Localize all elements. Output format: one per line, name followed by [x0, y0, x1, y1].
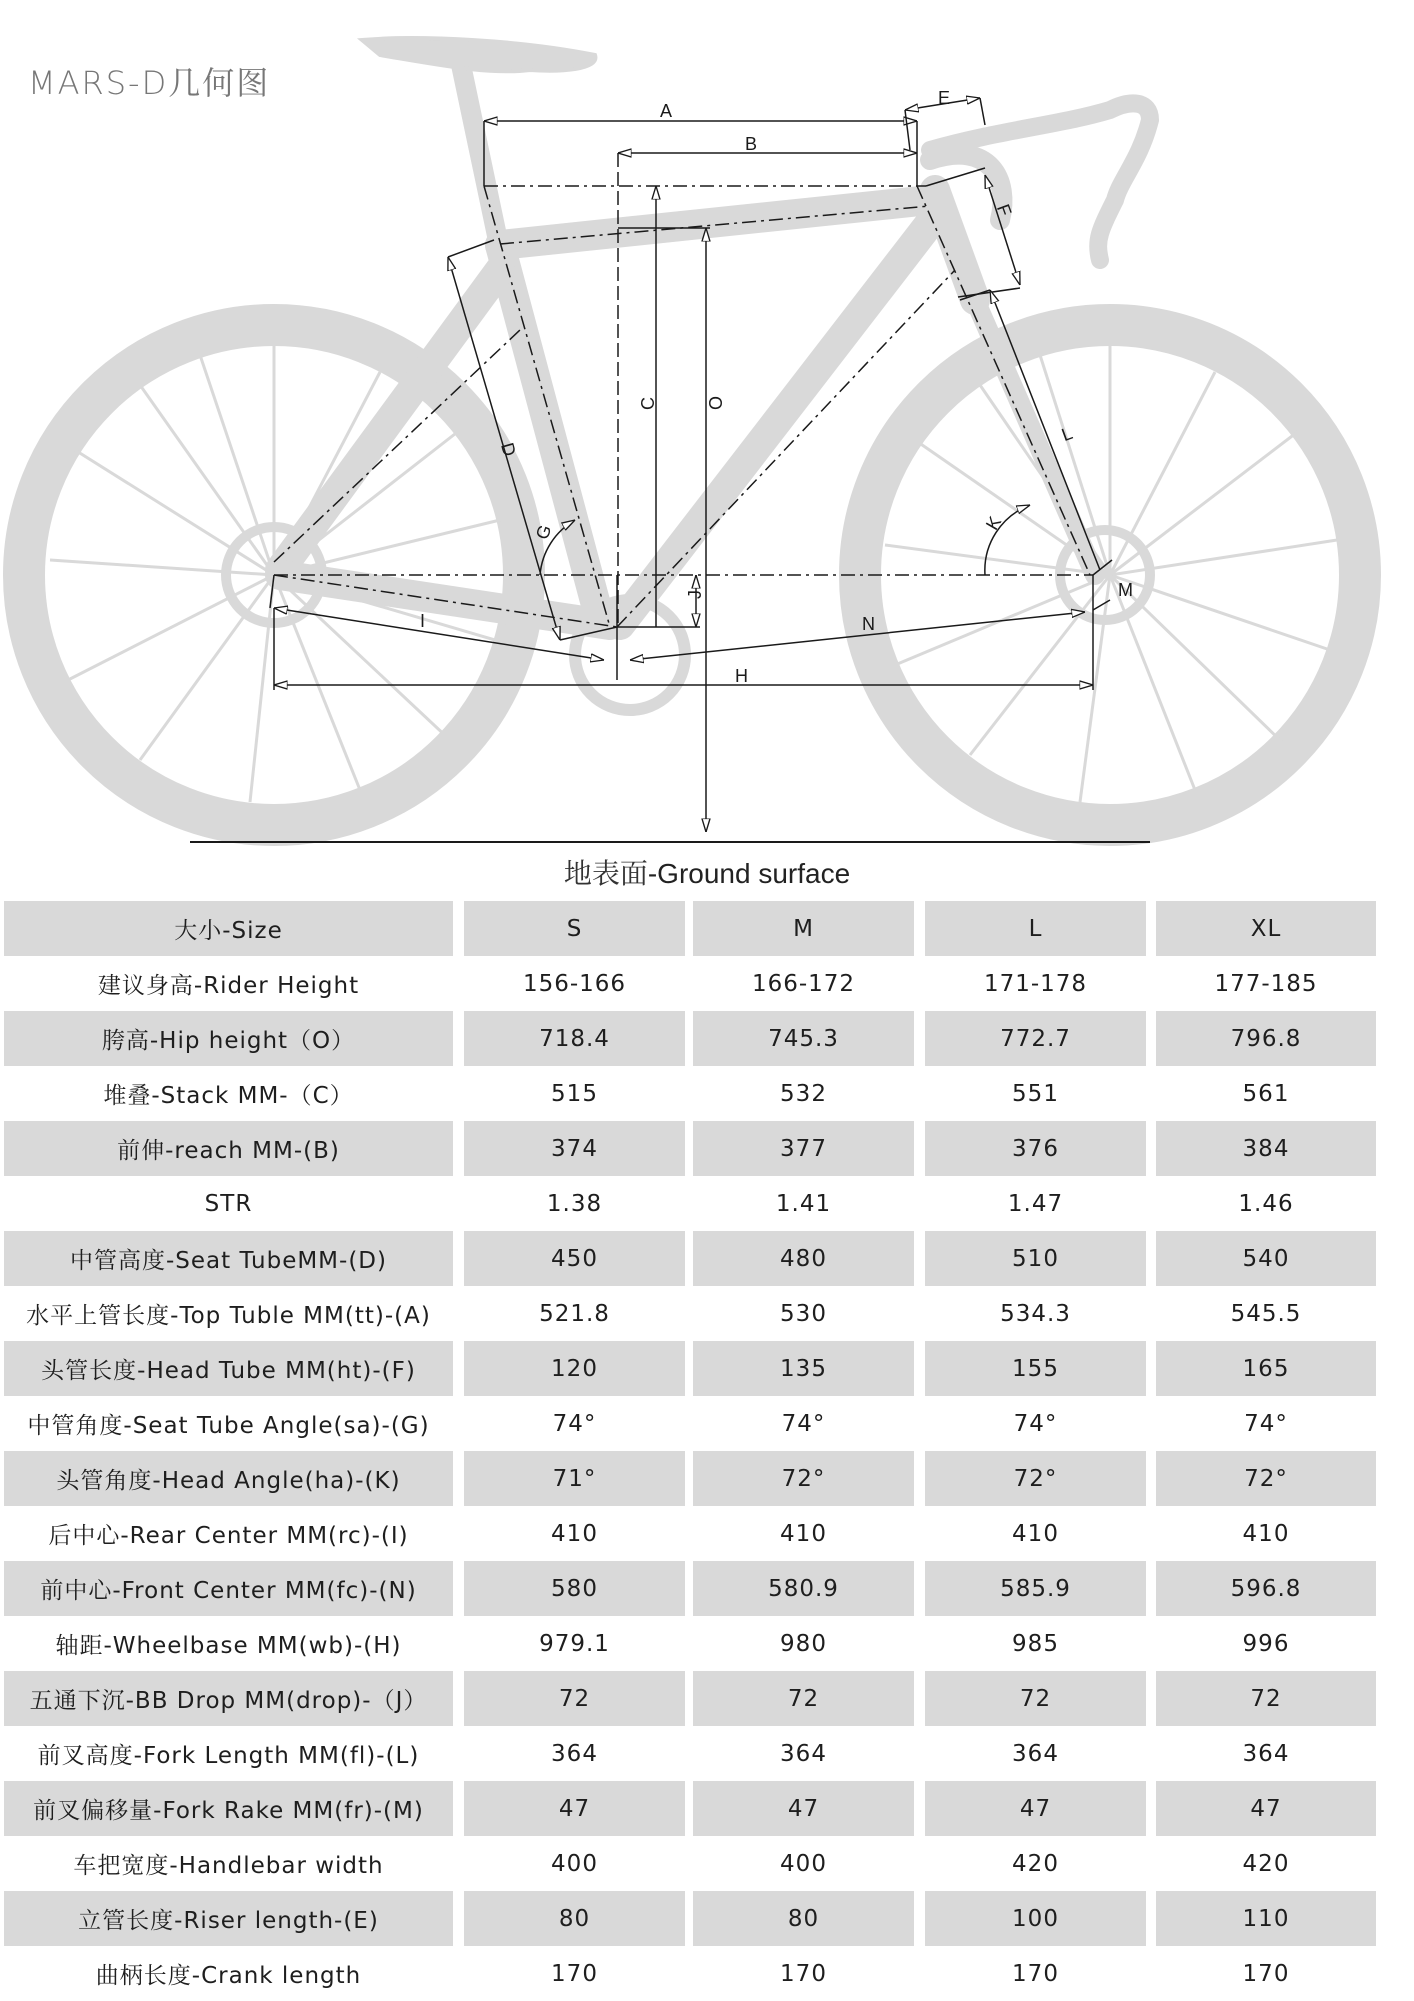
cell-value: 72 [693, 1671, 914, 1726]
row-label-cell [0, 1781, 464, 1836]
size-value-cell [464, 1891, 693, 1946]
table-row [0, 1231, 1396, 1286]
row-label-cell [0, 1066, 464, 1121]
label-J: J [685, 590, 705, 599]
cell-value: 72° [925, 1451, 1146, 1506]
cell-value: 100 [925, 1891, 1146, 1946]
cell-value: 74° [1244, 1410, 1288, 1437]
size-value-cell [464, 1286, 693, 1341]
row-label-cell [0, 1561, 464, 1616]
cell-value: 364 [1242, 1740, 1290, 1767]
cell-value: 74° [552, 1410, 597, 1437]
cell-value: 1.46 [1238, 1190, 1294, 1217]
size-value-cell [925, 1451, 1156, 1506]
size-value-cell [464, 1726, 693, 1781]
cell-value: 47 [693, 1781, 914, 1836]
cell-value: 47 [925, 1781, 1146, 1836]
size-value-cell [693, 1451, 925, 1506]
size-value-cell [1156, 1231, 1396, 1286]
row-label: 前叉偏移量-Fork Rake MM(fr)-(M) [4, 1781, 453, 1836]
size-value-cell [925, 1066, 1156, 1121]
row-label: 前叉高度-Fork Length MM(fl)-(L) [37, 1743, 420, 1769]
size-value-cell [925, 1671, 1156, 1726]
size-value-cell [1156, 1671, 1396, 1726]
label-D: D [497, 440, 520, 459]
cell-value: 596.8 [1156, 1561, 1376, 1616]
cell-value: 450 [464, 1231, 685, 1286]
row-label: 车把宽度-Handlebar width [73, 1853, 384, 1879]
cell-value: 410 [551, 1520, 598, 1547]
table-row [0, 1396, 1396, 1451]
size-value-cell [693, 1946, 925, 2001]
cell-value: 72° [693, 1451, 914, 1506]
cell-value: 532 [780, 1080, 827, 1107]
row-label: 水平上管长度-Top Tuble MM(tt)-(A) [26, 1303, 431, 1329]
cell-value: 384 [1156, 1121, 1376, 1176]
bike-geometry-diagram [0, 0, 1414, 850]
size-value-cell [464, 1616, 693, 1671]
size-value-cell [1156, 956, 1396, 1011]
cell-value: 170 [780, 1960, 827, 1987]
size-value-cell [464, 1231, 693, 1286]
cell-value: 521.8 [539, 1300, 610, 1327]
size-value-cell [925, 1231, 1156, 1286]
row-label-cell [0, 1671, 464, 1726]
label-I: I [420, 611, 426, 631]
size-value-cell [693, 1891, 925, 1946]
size-value-cell [464, 1396, 693, 1451]
size-value-cell [925, 1891, 1156, 1946]
row-label-cell [0, 1506, 464, 1561]
size-value-cell [464, 956, 693, 1011]
size-value-cell [1156, 1836, 1396, 1891]
table-row [0, 1946, 1396, 2001]
row-label: 中管高度-Seat TubeMM-(D) [4, 1231, 453, 1286]
cell-value: 410 [1242, 1520, 1290, 1547]
label-L: L [1058, 422, 1076, 446]
cell-value: 996 [1242, 1630, 1290, 1657]
size-value-cell [464, 1836, 693, 1891]
row-label-cell [0, 1726, 464, 1781]
table-row [0, 1836, 1396, 1891]
row-label-cell [0, 1231, 464, 1286]
size-value-cell [925, 1011, 1156, 1066]
row-label: 后中心-Rear Center MM(rc)-(I) [48, 1523, 409, 1549]
row-label: 建议身高-Rider Height [97, 973, 360, 999]
cell-value: 80 [693, 1891, 914, 1946]
row-label-cell [0, 1946, 464, 2001]
size-value-cell [693, 1286, 925, 1341]
cell-value: 170 [1242, 1960, 1290, 1987]
label-C: C [638, 397, 658, 410]
size-value-cell [464, 1781, 693, 1836]
label-A: A [660, 101, 673, 121]
cell-value: 540 [1156, 1231, 1376, 1286]
table-row [0, 1726, 1396, 1781]
cell-value: 170 [551, 1960, 598, 1987]
size-value-cell [693, 1121, 925, 1176]
table-row [0, 1066, 1396, 1121]
size-value-cell [693, 1616, 925, 1671]
size-value-cell [925, 1341, 1156, 1396]
table-row [0, 1781, 1396, 1836]
table-row [0, 1286, 1396, 1341]
size-value-cell [925, 956, 1156, 1011]
size-value-cell [693, 1671, 925, 1726]
table-row [0, 1891, 1396, 1946]
size-value-cell [693, 1066, 925, 1121]
size-value-cell [925, 1121, 1156, 1176]
cell-value: XL [1156, 901, 1376, 956]
size-value-cell [693, 1176, 925, 1231]
cell-value: 796.8 [1156, 1011, 1376, 1066]
row-label: 头管长度-Head Tube MM(ht)-(F) [4, 1341, 453, 1396]
size-value-cell [464, 1341, 693, 1396]
cell-value: 772.7 [925, 1011, 1146, 1066]
cell-value: 420 [1242, 1850, 1290, 1877]
cell-value: 47 [464, 1781, 685, 1836]
cell-value: 979.1 [539, 1630, 610, 1657]
row-label: 前中心-Front Center MM(fc)-(N) [4, 1561, 453, 1616]
row-label: 立管长度-Riser length-(E) [4, 1891, 453, 1946]
row-label-cell [0, 1891, 464, 1946]
head-tube [935, 190, 975, 300]
row-label: 曲柄长度-Crank length [95, 1963, 362, 1989]
table-row [0, 1616, 1396, 1671]
size-value-cell [925, 1946, 1156, 2001]
size-value-cell [1156, 1451, 1396, 1506]
cell-value: 580 [464, 1561, 685, 1616]
label-O: O [706, 395, 726, 410]
label-K: K [981, 512, 1006, 534]
size-value-cell [1156, 1726, 1396, 1781]
size-value-cell [1156, 1946, 1396, 2001]
table-row [0, 1451, 1396, 1506]
cell-value: 80 [464, 1891, 685, 1946]
cell-value: 155 [925, 1341, 1146, 1396]
row-label: 前伸-reach MM-(B) [4, 1121, 453, 1176]
cell-value: 120 [464, 1341, 685, 1396]
size-value-cell [464, 1506, 693, 1561]
row-label-cell [0, 1451, 464, 1506]
size-value-cell [1156, 1286, 1396, 1341]
cell-value: 166-172 [751, 970, 856, 997]
size-value-cell [693, 1396, 925, 1451]
row-label: STR [204, 1190, 253, 1217]
cell-value: 72° [1156, 1451, 1376, 1506]
cell-value: 1.41 [775, 1190, 832, 1217]
size-value-cell [464, 1176, 693, 1231]
size-value-cell [925, 1176, 1156, 1231]
size-value-cell [1156, 1176, 1396, 1231]
size-value-cell [1156, 1891, 1396, 1946]
size-value-cell [464, 1121, 693, 1176]
row-label-cell [0, 1836, 464, 1891]
cell-value: 420 [1012, 1850, 1059, 1877]
cell-value: 110 [1156, 1891, 1376, 1946]
size-value-cell [693, 1561, 925, 1616]
cell-value: 72 [464, 1671, 685, 1726]
label-E: E [938, 88, 951, 108]
ground-surface-label: 地表面-Ground surface [563, 857, 851, 890]
cell-value: 177-185 [1214, 970, 1318, 997]
cell-value: 74° [781, 1410, 826, 1437]
cell-value: 480 [693, 1231, 914, 1286]
bike-silhouette [24, 38, 1360, 825]
label-B: B [745, 134, 758, 154]
cell-value: 515 [551, 1080, 598, 1107]
cell-value: 585.9 [925, 1561, 1146, 1616]
size-value-cell [1156, 1341, 1396, 1396]
cell-value: 364 [551, 1740, 598, 1767]
size-value-cell [1156, 1561, 1396, 1616]
row-label: 大小-Size [4, 901, 453, 956]
row-label-cell [0, 1616, 464, 1671]
size-value-cell [925, 1396, 1156, 1451]
label-H: H [735, 666, 748, 686]
size-value-cell [925, 901, 1156, 956]
cell-value: 510 [925, 1231, 1146, 1286]
row-label-cell [0, 1011, 464, 1066]
saddle [362, 38, 595, 71]
row-label-cell [0, 1396, 464, 1451]
cell-value: 374 [464, 1121, 685, 1176]
row-label-cell [0, 956, 464, 1011]
row-label-cell [0, 1286, 464, 1341]
table-row [0, 956, 1396, 1011]
size-value-cell [1156, 901, 1396, 956]
table-row [0, 1671, 1396, 1726]
size-value-cell [1156, 1781, 1396, 1836]
cell-value: 74° [1013, 1410, 1058, 1437]
size-value-cell [1156, 1396, 1396, 1451]
label-N: N [862, 614, 875, 634]
size-value-cell [1156, 1121, 1396, 1176]
cell-value: 170 [1012, 1960, 1059, 1987]
geometry-table [0, 901, 1396, 2001]
cell-value: 400 [780, 1850, 827, 1877]
size-value-cell [925, 1616, 1156, 1671]
cell-value: S [464, 901, 685, 956]
size-value-cell [464, 901, 693, 956]
table-row [0, 1121, 1396, 1176]
cell-value: 580.9 [693, 1561, 914, 1616]
size-value-cell [925, 1726, 1156, 1781]
row-label: 中管角度-Seat Tube Angle(sa)-(G) [27, 1413, 430, 1439]
size-value-cell [925, 1506, 1156, 1561]
size-value-cell [925, 1836, 1156, 1891]
cell-value: 364 [780, 1740, 827, 1767]
size-value-cell [1156, 1011, 1396, 1066]
row-label: 胯高-Hip height（O） [4, 1011, 453, 1066]
size-value-cell [693, 1781, 925, 1836]
cell-value: 1.47 [1007, 1190, 1064, 1217]
cell-value: 364 [1012, 1740, 1059, 1767]
label-G: G [531, 522, 556, 543]
table-header-row [0, 901, 1396, 956]
size-value-cell [693, 1726, 925, 1781]
size-value-cell [693, 1011, 925, 1066]
table-row [0, 1011, 1396, 1066]
size-value-cell [925, 1561, 1156, 1616]
size-value-cell [464, 1946, 693, 2001]
size-value-cell [1156, 1066, 1396, 1121]
cell-value: 165 [1156, 1341, 1376, 1396]
size-value-cell [693, 901, 925, 956]
cell-value: 718.4 [464, 1011, 685, 1066]
size-value-cell [693, 1506, 925, 1561]
cell-value: 561 [1242, 1080, 1290, 1107]
cell-value: M [693, 901, 914, 956]
cell-value: 72 [925, 1671, 1146, 1726]
cell-value: 410 [780, 1520, 827, 1547]
size-value-cell [693, 1341, 925, 1396]
cell-value: 551 [1012, 1080, 1059, 1107]
row-label-cell [0, 1121, 464, 1176]
cell-value: 530 [780, 1300, 827, 1327]
table-row [0, 1506, 1396, 1561]
cell-value: 534.3 [1000, 1300, 1071, 1327]
label-F: F [992, 201, 1016, 219]
table-row [0, 1561, 1396, 1616]
size-value-cell [464, 1451, 693, 1506]
size-value-cell [693, 1231, 925, 1286]
size-value-cell [464, 1561, 693, 1616]
size-value-cell [464, 1066, 693, 1121]
cell-value: 1.38 [546, 1190, 603, 1217]
row-label-cell [0, 1341, 464, 1396]
cell-value: 71° [464, 1451, 685, 1506]
cell-value: 400 [551, 1850, 598, 1877]
size-value-cell [464, 1011, 693, 1066]
size-value-cell [925, 1286, 1156, 1341]
cell-value: 135 [693, 1341, 914, 1396]
row-label: 头管角度-Head Angle(ha)-(K) [4, 1451, 453, 1506]
cell-value: 980 [780, 1630, 827, 1657]
size-value-cell [693, 956, 925, 1011]
cell-value: L [925, 901, 1146, 956]
row-label-cell [0, 1176, 464, 1231]
cell-value: 171-178 [983, 970, 1088, 997]
size-value-cell [1156, 1506, 1396, 1561]
size-value-cell [925, 1781, 1156, 1836]
row-label: 五通下沉-BB Drop MM(drop)-（J） [4, 1671, 453, 1726]
cell-value: 376 [925, 1121, 1146, 1176]
page-title: MARS-D几何图 [28, 64, 271, 102]
cell-value: 985 [1012, 1630, 1059, 1657]
row-label: 堆叠-Stack MM-（C） [103, 1083, 354, 1109]
label-M: M [1118, 580, 1133, 600]
cell-value: 72 [1156, 1671, 1376, 1726]
cell-value: 745.3 [693, 1011, 914, 1066]
row-label: 轴距-Wheelbase MM(wb)-(H) [55, 1633, 402, 1659]
cell-value: 410 [1012, 1520, 1059, 1547]
cell-value: 545.5 [1230, 1300, 1302, 1327]
cell-value: 156-166 [522, 970, 627, 997]
size-value-cell [464, 1671, 693, 1726]
size-value-cell [1156, 1616, 1396, 1671]
front-spokes [885, 346, 1337, 802]
row-label-cell [0, 901, 464, 956]
table-row [0, 1341, 1396, 1396]
cell-value: 377 [693, 1121, 914, 1176]
size-value-cell [693, 1836, 925, 1891]
table-row [0, 1176, 1396, 1231]
cell-value: 47 [1156, 1781, 1376, 1836]
